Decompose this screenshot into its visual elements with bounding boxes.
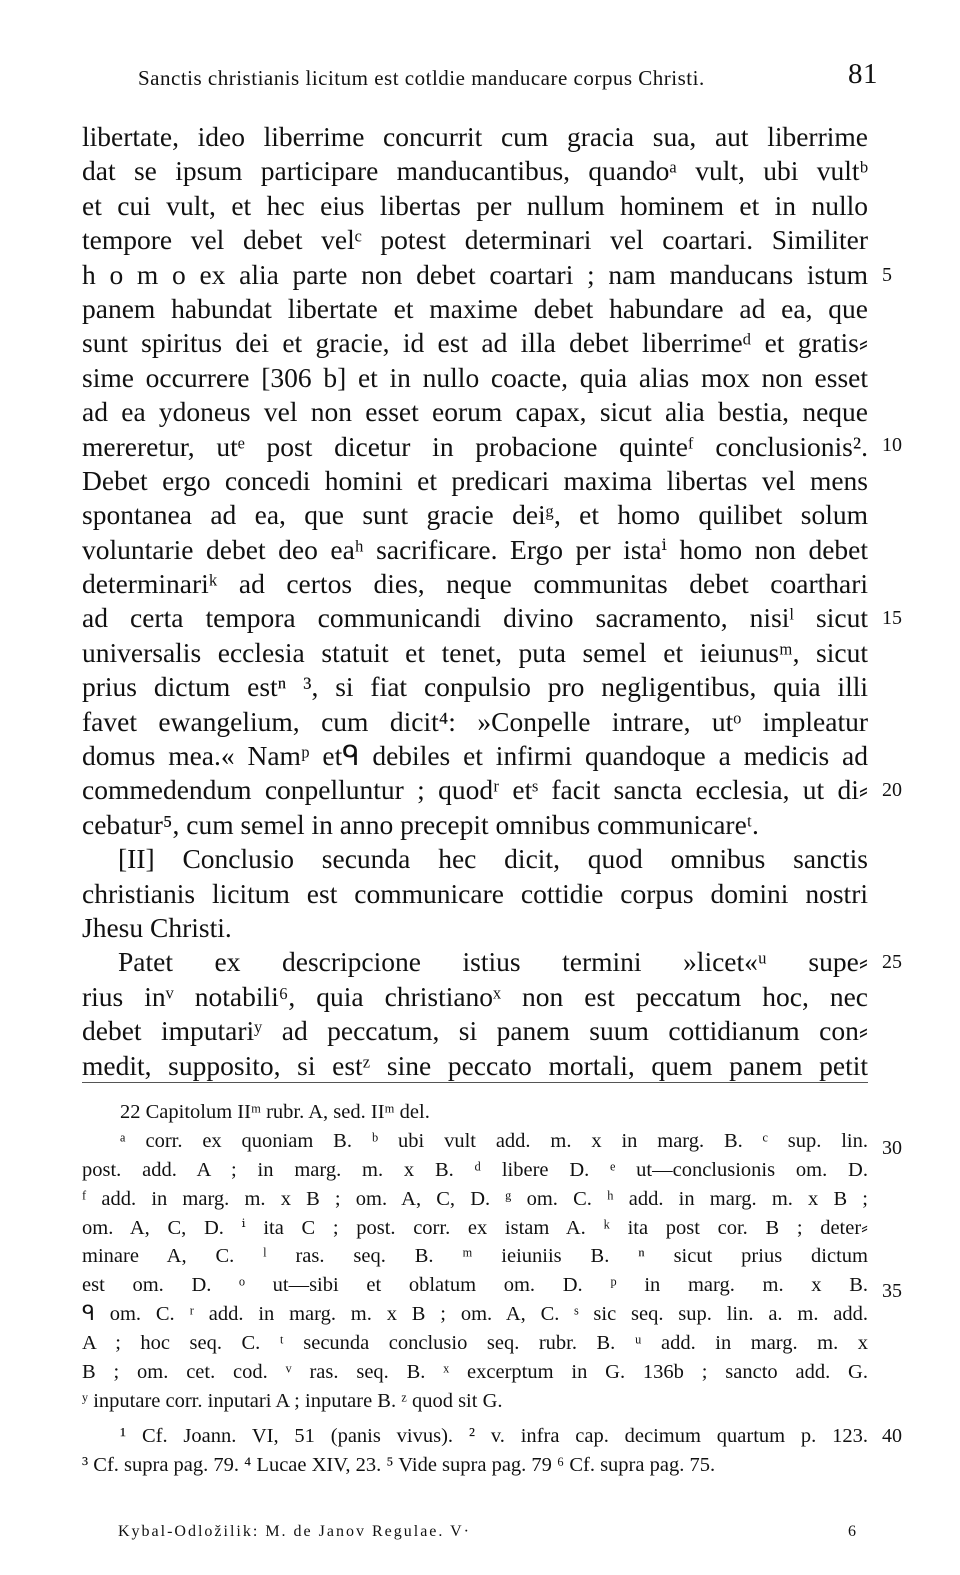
text-line: mereretur, utᵉ post dicetur in probacione quinteᶠ conclusionis².: [82, 430, 868, 462]
main-text: [82, 120, 868, 1083]
line-number: 15: [882, 607, 902, 629]
signature-text: Kybal-Odložilik: M. de Janov Regulae. V·: [118, 1523, 471, 1540]
text-line: universalis ecclesia statuit et tenet, puta semel et ieiunusᵐ, sicut: [82, 636, 868, 668]
text-line: cebatur⁵, cum semel in anno precepit omnibus communicareᵗ.: [82, 808, 759, 840]
text-line: Patet ex descripcione istius termini »licet«ᵘ supe⸗: [118, 946, 868, 978]
running-title: Sanctis christianis licitum est cotldie manducare corpus Christi.: [138, 66, 705, 90]
note-line: ᵃ corr. ex quoniam B. ᵇ ubi vult add. m. x in marg. B. ᶜ sup. lin.: [120, 1129, 868, 1152]
line-number: 25: [882, 951, 902, 973]
note-line: minare A, C. ˡ ras. seq. B. ᵐ ieiuniis B. ⁿ sicut prius dictum: [82, 1245, 868, 1268]
footnote-rule: [82, 1082, 868, 1083]
text-line: h o m o ex alia parte non debet coartari ; nam manducans istum: [82, 258, 868, 290]
note-line: ʸ inputare corr. inputari A ; inputare B. ᶻ quod sit G.: [82, 1389, 503, 1412]
text-line: debet imputariʸ ad peccatum, si panem suum cottidianum con⸗: [82, 1015, 868, 1047]
note-line: om. A, C, D. ⁱ ita C ; post. corr. ex istam A. ᵏ ita post cor. B ; deter⸗: [82, 1216, 868, 1239]
line-number: 20: [882, 779, 902, 801]
line-number: 5: [882, 264, 892, 286]
text-line: domus mea.« Namᵖ etᑫ debiles et infirmi quandoque a medicis ad: [82, 740, 868, 772]
text-line: dat se ipsum participare manducantibus, quandoᵃ vult, ubi vultᵇ: [82, 155, 868, 187]
text-line: Debet ergo concedi homini et predicari maxima libertas vel mens: [82, 464, 868, 496]
text-line: favet ewangelium, cum dicit⁴: »Conpelle intrare, utᵒ impleatur: [82, 705, 868, 737]
reference-note-line: ³ Cf. supra pag. 79. ⁴ Lucae XIV, 23. ⁵ Vide supra pag. 79 ⁶ Cf. supra pag. 75.: [82, 1453, 716, 1476]
text-line: sime occurrere [306 b] et in nullo coacte, quia alias mox non esset: [82, 361, 868, 393]
line-number: 30: [882, 1137, 902, 1159]
note-line: A ; hoc seq. C. ᵗ secunda conclusio seq. rubr. B. ᵘ add. in marg. m. x: [82, 1332, 868, 1355]
note-line: 22 Capitolum IIᵐ rubr. A, sed. IIᵐ del.: [120, 1101, 430, 1123]
note-line: post. add. A ; in marg. m. x B. ᵈ libere D. ᵉ ut—conclusionis om. D.: [82, 1158, 868, 1181]
text-line: voluntarie debet deo eaʰ sacrificare. Ergo per istaⁱ homo non debet: [82, 533, 868, 565]
text-line: libertate, ideo liberrime concurrit cum gracia sua, aut liberrime: [82, 121, 868, 152]
text-line: ad ea ydoneus vel non esset eorum capax, sicut alia bestia, neque: [82, 396, 868, 428]
text-line: panem habundat libertate et maxime debet habundare ad ea, que: [82, 292, 868, 324]
text-line: [II] Conclusio secunda hec dicit, quod omnibus sanctis: [118, 843, 868, 875]
page-number: 81: [848, 58, 878, 90]
apparatus-notes: [82, 1098, 868, 1480]
text-line: sunt spiritus dei et gracie, id est ad illa debet liberrimeᵈ et gratis⸗: [82, 327, 868, 359]
text-line: christianis licitum est communicare cottidie corpus domini nostri: [82, 877, 868, 909]
text-line: ad certa tempora communicandi divino sacramento, nisiˡ sicut: [82, 602, 868, 634]
text-line: tempore vel debet velᶜ potest determinari vel coartari. Similiter: [82, 224, 868, 256]
line-number: 10: [882, 434, 902, 456]
note-line: est om. D. ᵒ ut—sibi et oblatum om. D. ᵖ in marg. m. x B.: [82, 1274, 868, 1297]
text-line: Jhesu Christi.: [82, 911, 232, 943]
text-line: spontanea ad ea, que sunt gracie deiᵍ, et homo quilibet solum: [82, 499, 868, 531]
text-line: prius dictum estⁿ ³, si fiat conpulsio pro negligentibus, quia illi: [82, 671, 868, 703]
signature-mark: 6: [848, 1523, 858, 1540]
text-line: medit, supposito, si estᶻ sine peccato mortali, quem panem petit: [82, 1049, 868, 1081]
text-line: determinariᵏ ad certos dies, neque communitas debet coarthari: [82, 568, 868, 600]
line-number: 35: [882, 1280, 902, 1302]
note-line: ᑫ om. C. ʳ add. in marg. m. x B ; om. A, C. ˢ sic seq. sup. lin. a. m. add.: [82, 1303, 868, 1326]
note-line: B ; om. cet. cod. ᵛ ras. seq. B. ˣ excerptum in G. 136b ; sancto add. G.: [82, 1361, 868, 1384]
note-line: ᶠ add. in marg. m. x B ; om. A, C, D. ᵍ om. C. ʰ add. in marg. m. x B ;: [82, 1187, 868, 1210]
reference-note-line: ¹ Cf. Joann. VI, 51 (panis vivus). ² v. infra cap. decimum quartum p. 123.: [120, 1424, 868, 1447]
line-number: 40: [882, 1425, 902, 1447]
text-line: et cui vult, et hec eius libertas per nullum hominem et in nullo: [82, 189, 868, 221]
text-line: rius inᵛ notabili⁶, quia christianoˣ non est peccatum hoc, nec: [82, 980, 868, 1012]
text-line: commedendum conpelluntur ; quodʳ etˢ facit sancta ecclesia, ut di⸗: [82, 774, 868, 806]
